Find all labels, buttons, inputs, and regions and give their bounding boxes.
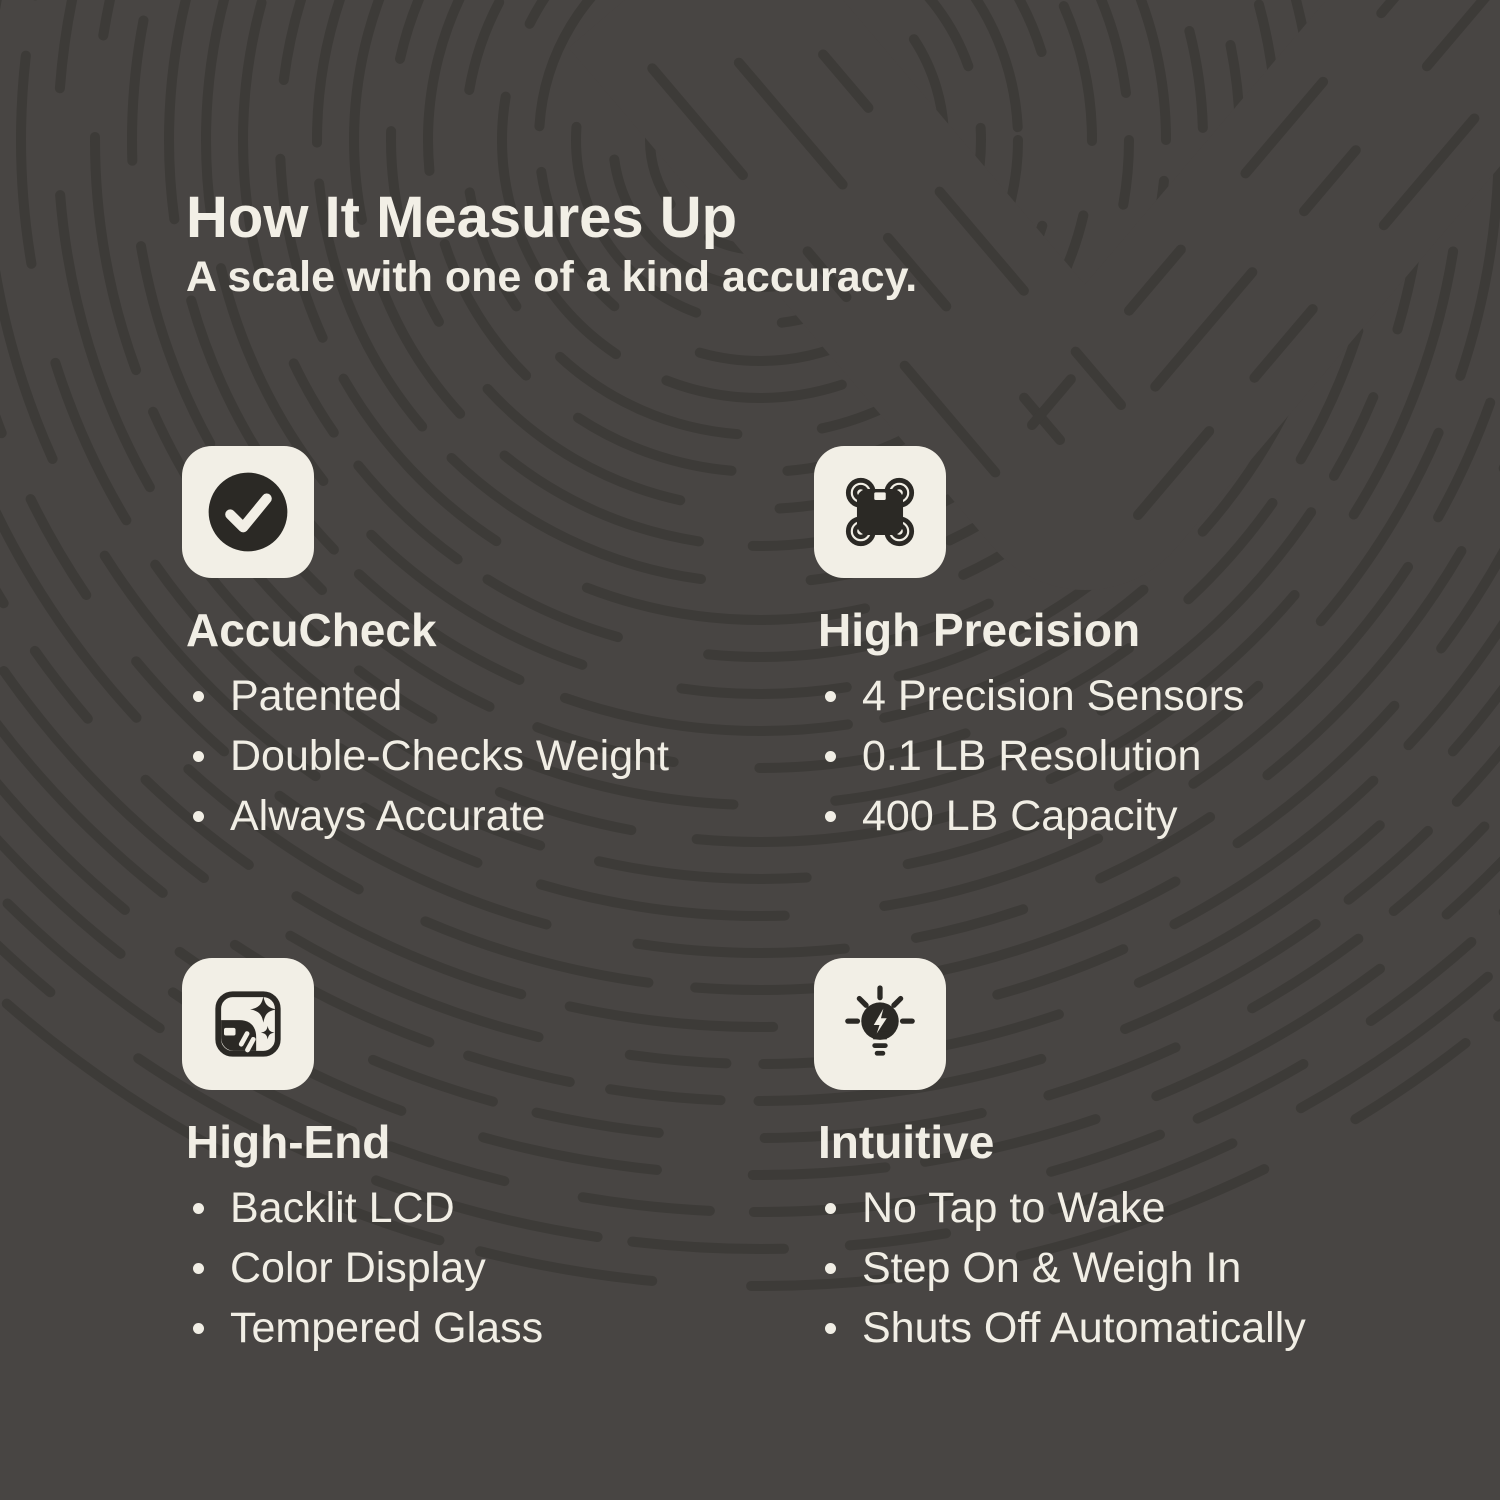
header bbox=[186, 186, 917, 302]
bullet-dot-icon bbox=[193, 1203, 204, 1214]
bullet-dot-icon bbox=[193, 1263, 204, 1274]
bullet-text: Backlit LCD bbox=[230, 1184, 455, 1232]
feature-bullet bbox=[814, 666, 1474, 726]
bullet-text: 0.1 LB Resolution bbox=[862, 732, 1202, 780]
feature-high-precision bbox=[814, 446, 1474, 846]
bullet-text: No Tap to Wake bbox=[862, 1184, 1166, 1232]
feature-heading: AccuCheck bbox=[186, 604, 437, 656]
feature-bullet bbox=[182, 786, 842, 846]
bullet-text: Shuts Off Automatically bbox=[862, 1304, 1306, 1352]
bullet-text: Always Accurate bbox=[230, 792, 546, 840]
sparkling-glass-icon bbox=[200, 976, 296, 1072]
feature-bullet bbox=[182, 1178, 842, 1238]
feature-bullet-list bbox=[814, 1178, 1474, 1358]
feature-bullet bbox=[814, 726, 1474, 786]
bullet-dot-icon bbox=[825, 751, 836, 762]
feature-bullet bbox=[182, 1238, 842, 1298]
bullet-text: Double-Checks Weight bbox=[230, 732, 669, 780]
bullet-text: Color Display bbox=[230, 1244, 486, 1292]
bullet-text: Patented bbox=[230, 672, 403, 720]
bullet-text: Tempered Glass bbox=[230, 1304, 544, 1352]
feature-bullet-list bbox=[182, 1178, 842, 1358]
bullet-text: Step On & Weigh In bbox=[862, 1244, 1242, 1292]
feature-heading: High-End bbox=[186, 1116, 391, 1168]
feature-bullet bbox=[182, 1298, 842, 1358]
page-title: How It Measures Up bbox=[186, 185, 738, 250]
icon-tile bbox=[182, 958, 314, 1090]
bullet-dot-icon bbox=[825, 691, 836, 702]
scale-four-sensors-icon bbox=[832, 464, 928, 560]
icon-tile bbox=[182, 446, 314, 578]
feature-bullet bbox=[814, 1178, 1474, 1238]
bullet-dot-icon bbox=[193, 1323, 204, 1334]
feature-high-end bbox=[182, 958, 842, 1358]
feature-heading: High Precision bbox=[818, 604, 1141, 656]
bullet-dot-icon bbox=[825, 1323, 836, 1334]
feature-bullet bbox=[814, 786, 1474, 846]
bullet-text: 400 LB Capacity bbox=[862, 792, 1178, 840]
bullet-dot-icon bbox=[825, 1263, 836, 1274]
feature-bullet-list bbox=[814, 666, 1474, 846]
icon-tile bbox=[814, 958, 946, 1090]
icon-tile bbox=[814, 446, 946, 578]
feature-bullet bbox=[182, 666, 842, 726]
page-subtitle: A scale with one of a kind accuracy. bbox=[186, 253, 918, 301]
check-circle-icon bbox=[200, 464, 296, 560]
lightbulb-bolt-icon bbox=[832, 976, 928, 1072]
feature-bullet bbox=[814, 1238, 1474, 1298]
bullet-dot-icon bbox=[193, 751, 204, 762]
feature-heading: Intuitive bbox=[818, 1116, 995, 1168]
feature-intuitive bbox=[814, 958, 1474, 1358]
bullet-dot-icon bbox=[825, 811, 836, 822]
bullet-text: 4 Precision Sensors bbox=[862, 672, 1245, 720]
bullet-dot-icon bbox=[825, 1203, 836, 1214]
feature-bullet bbox=[814, 1298, 1474, 1358]
bullet-dot-icon bbox=[193, 811, 204, 822]
bullet-dot-icon bbox=[193, 691, 204, 702]
feature-bullet bbox=[182, 726, 842, 786]
feature-accucheck bbox=[182, 446, 842, 846]
feature-bullet-list bbox=[182, 666, 842, 846]
